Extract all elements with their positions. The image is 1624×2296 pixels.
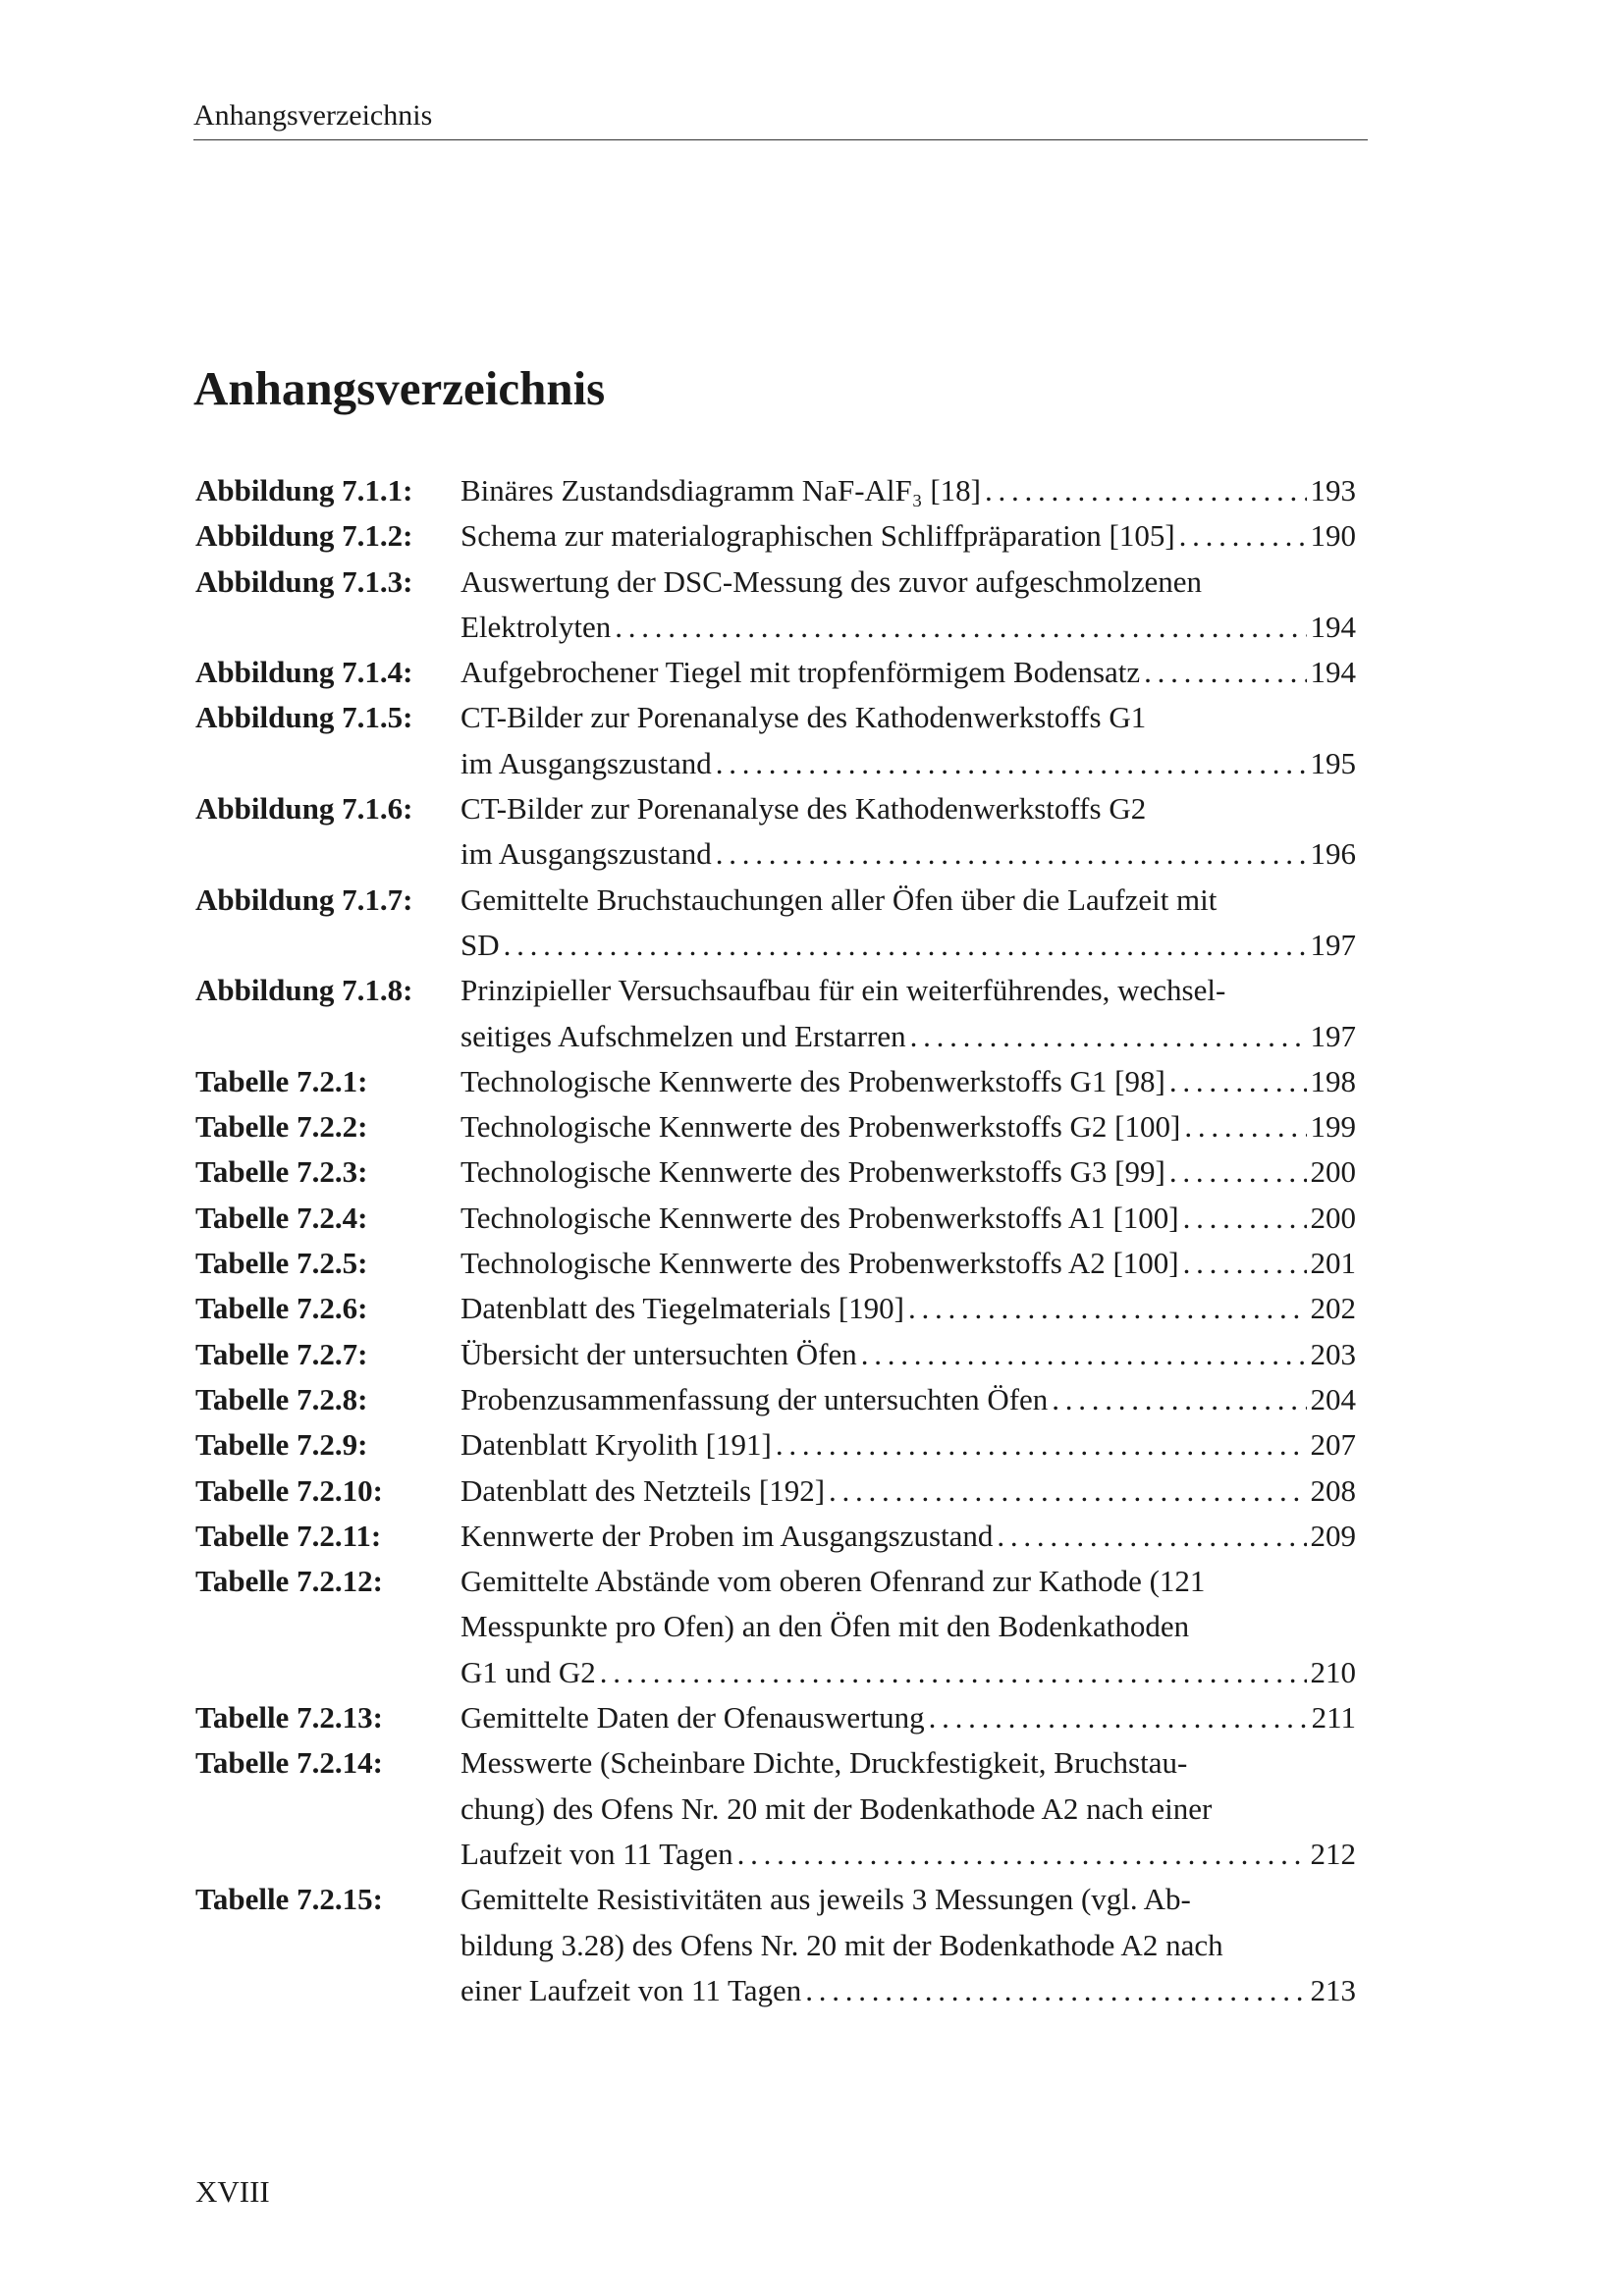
entry-title [460, 1422, 1356, 1468]
entry-title [460, 468, 1356, 513]
entry-title [460, 1286, 1356, 1331]
list-item[interactable] [195, 560, 1356, 651]
entry-page-number: 197 [1310, 1018, 1356, 1053]
entry-page-number: 196 [1310, 836, 1356, 872]
entry-page-number: 212 [1310, 1836, 1356, 1871]
entry-title-last-line [460, 1332, 1356, 1377]
dot-leader [908, 1286, 1307, 1331]
entry-title [460, 1695, 1356, 1740]
entry-title-last-line [460, 605, 1356, 650]
entry-label: Tabelle 7.2.1: [195, 1063, 368, 1098]
entry-title-last-line [460, 1832, 1356, 1877]
entry-title-last-line [460, 513, 1356, 559]
entry-title [460, 1241, 1356, 1286]
entry-title-last-line [460, 923, 1356, 968]
entry-label: Tabelle 7.2.13: [195, 1700, 383, 1735]
entry-page-number: 204 [1310, 1381, 1356, 1416]
list-item[interactable] [195, 1740, 1356, 1877]
list-item[interactable] [195, 1196, 1356, 1241]
list-item[interactable] [195, 1422, 1356, 1468]
entry-label: Tabelle 7.2.6: [195, 1291, 368, 1326]
entry-page-number: 195 [1310, 745, 1356, 780]
dot-leader [829, 1468, 1306, 1514]
dot-leader [776, 1422, 1307, 1468]
entry-title-line: Datenblatt Kryolith [191] [460, 1427, 772, 1463]
list-item[interactable] [195, 1468, 1356, 1514]
entry-title-line: CT-Bilder zur Porenanalyse des Kathodenwerkstoffs G1 [460, 700, 1147, 735]
entry-page-number: 200 [1310, 1200, 1356, 1235]
entry-title-line: Technologische Kennwerte des Probenwerkstoffs G3 [99] [460, 1154, 1165, 1190]
entry-title [460, 1332, 1356, 1377]
entry-page-number: 202 [1310, 1291, 1356, 1326]
entry-label: Tabelle 7.2.7: [195, 1336, 368, 1371]
appendix-list [195, 468, 1356, 2013]
entry-title-last-line [460, 1695, 1356, 1740]
entry-label: Tabelle 7.2.15: [195, 1882, 383, 1917]
entry-page-number: 198 [1310, 1063, 1356, 1098]
dot-leader [1169, 1059, 1307, 1104]
dot-leader [997, 1514, 1306, 1559]
entry-title [460, 786, 1356, 878]
entry-title-line: einer Laufzeit von 11 Tagen [460, 1972, 802, 2007]
entry-label: Abbildung 7.1.6: [195, 791, 413, 827]
entry-title-last-line [460, 1468, 1356, 1514]
entry-page-number: 194 [1310, 655, 1356, 690]
entry-page-number: 201 [1310, 1246, 1356, 1281]
dot-leader [504, 923, 1307, 968]
list-item[interactable] [195, 1877, 1356, 2013]
entry-label: Abbildung 7.1.7: [195, 881, 413, 917]
entry-title-last-line [460, 1104, 1356, 1149]
entry-title-line: chung) des Ofens Nr. 20 mit der Bodenkathode A2 nach einer [460, 1790, 1213, 1826]
entry-title-line: bildung 3.28) des Ofens Nr. 20 mit der Bodenkathode A2 nach [460, 1927, 1223, 1962]
dot-leader [1184, 1104, 1306, 1149]
entry-title [460, 1514, 1356, 1559]
dot-leader [1183, 1196, 1307, 1241]
list-item[interactable] [195, 878, 1356, 969]
list-item[interactable] [195, 1149, 1356, 1195]
entry-title-line: im Ausgangszustand [460, 836, 712, 872]
dot-leader [985, 468, 1307, 513]
entry-title [460, 1559, 1356, 1695]
entry-label: Tabelle 7.2.2: [195, 1109, 368, 1145]
entry-page-number: 209 [1310, 1518, 1356, 1553]
entry-title [460, 1059, 1356, 1104]
dot-leader [600, 1650, 1307, 1695]
entry-label: Tabelle 7.2.12: [195, 1564, 383, 1599]
entry-title-line: im Ausgangszustand [460, 745, 712, 780]
list-item[interactable] [195, 1377, 1356, 1422]
entry-label: Abbildung 7.1.4: [195, 655, 413, 690]
dot-leader [716, 831, 1307, 877]
entry-title-last-line [460, 468, 1356, 513]
list-item[interactable] [195, 1695, 1356, 1740]
dot-leader [716, 741, 1307, 786]
entry-page-number: 213 [1310, 1972, 1356, 2007]
entry-page-number: 203 [1310, 1336, 1356, 1371]
entry-label: Tabelle 7.2.11: [195, 1518, 382, 1553]
entry-title-line: Gemittelte Daten der Ofenauswertung [460, 1700, 925, 1735]
entry-title [460, 1377, 1356, 1422]
entry-title-line: Kennwerte der Proben im Ausgangszustand [460, 1518, 994, 1553]
list-item[interactable] [195, 468, 1356, 513]
entry-label: Tabelle 7.2.14: [195, 1745, 383, 1781]
list-item[interactable] [195, 786, 1356, 878]
list-item[interactable] [195, 1104, 1356, 1149]
entry-title-last-line [460, 1241, 1356, 1286]
entry-title-last-line [460, 831, 1356, 877]
entry-title-last-line [460, 1422, 1356, 1468]
entry-label: Tabelle 7.2.5: [195, 1246, 368, 1281]
entry-title-last-line [460, 1286, 1356, 1331]
entry-title-last-line [460, 1149, 1356, 1195]
entry-title-line: Binäres Zustandsdiagramm NaF-AlF₃ [18] [460, 473, 981, 507]
dot-leader [910, 1014, 1307, 1059]
entry-title-line: Gemittelte Resistivitäten aus jeweils 3 Messungen (vgl. Ab- [460, 1882, 1191, 1917]
entry-title-last-line [460, 1968, 1356, 2013]
list-item[interactable] [195, 1241, 1356, 1286]
entry-label: Tabelle 7.2.4: [195, 1200, 368, 1235]
dot-leader [1179, 513, 1307, 559]
entry-title-line: Prinzipieller Versuchsaufbau für ein weiterführendes, wechsel- [460, 973, 1226, 1008]
entry-title [460, 513, 1356, 559]
entry-title-line: Datenblatt des Netzteils [192] [460, 1472, 826, 1508]
dot-leader [1183, 1241, 1307, 1286]
entry-page-number: 210 [1310, 1654, 1356, 1689]
entry-title [460, 1149, 1356, 1195]
entry-title-line: Laufzeit von 11 Tagen [460, 1836, 733, 1871]
entry-title [460, 878, 1356, 969]
entry-label: Abbildung 7.1.1: [195, 473, 413, 507]
entry-title-line: seitiges Aufschmelzen und Erstarren [460, 1018, 906, 1053]
entry-page-number: 200 [1310, 1154, 1356, 1190]
entry-label: Tabelle 7.2.10: [195, 1472, 383, 1508]
entry-title [460, 1104, 1356, 1149]
list-item[interactable] [195, 695, 1356, 786]
entry-title-last-line [460, 650, 1356, 695]
list-item[interactable] [195, 650, 1356, 695]
entry-label: Tabelle 7.2.3: [195, 1154, 368, 1190]
dot-leader [1169, 1149, 1307, 1195]
entry-page-number: 194 [1310, 609, 1356, 644]
dot-leader [1052, 1377, 1306, 1422]
entry-page-number: 199 [1310, 1109, 1356, 1145]
entry-title-line: CT-Bilder zur Porenanalyse des Kathodenwerkstoffs G2 [460, 791, 1147, 827]
entry-page-number: 208 [1310, 1472, 1356, 1508]
entry-label: Abbildung 7.1.3: [195, 563, 413, 599]
entry-title-last-line [460, 1514, 1356, 1559]
entry-title-line: Messwerte (Scheinbare Dichte, Druckfestigkeit, Bruchstau- [460, 1745, 1188, 1781]
dot-leader [861, 1332, 1307, 1377]
entry-page-number: 211 [1311, 1700, 1356, 1735]
entry-title [460, 695, 1356, 786]
list-item[interactable] [195, 1514, 1356, 1559]
entry-title [460, 650, 1356, 695]
entry-title [460, 1740, 1356, 1877]
entry-title-line: Probenzusammenfassung der untersuchten Öfen [460, 1381, 1049, 1416]
page-title: Anhangsverzeichnis [193, 361, 606, 415]
dot-leader [1144, 650, 1306, 695]
entry-title-line: Auswertung der DSC-Messung des zuvor aufgeschmolzenen [460, 563, 1203, 599]
entry-title-line: Messpunkte pro Ofen) an den Öfen mit den Bodenkathoden [460, 1609, 1190, 1644]
entry-title-line: SD [460, 927, 500, 962]
entry-title-line: Übersicht der untersuchten Öfen [460, 1336, 857, 1371]
entry-label: Tabelle 7.2.8: [195, 1381, 368, 1416]
entry-title-line: G1 und G2 [460, 1654, 596, 1689]
entry-page-number: 193 [1310, 473, 1356, 507]
entry-title-line: Technologische Kennwerte des Probenwerkstoffs G2 [100] [460, 1109, 1181, 1145]
entry-title-last-line [460, 1377, 1356, 1422]
entry-title-line: Aufgebrochener Tiegel mit tropfenförmigem Bodensatz [460, 655, 1141, 690]
dot-leader [805, 1968, 1306, 2013]
entry-title [460, 1196, 1356, 1241]
dot-leader [615, 605, 1306, 650]
page-number: XVIII [195, 2174, 270, 2209]
list-item[interactable] [195, 1559, 1356, 1695]
entry-title-line: Elektrolyten [460, 609, 612, 644]
entry-page-number: 197 [1310, 927, 1356, 962]
entry-label: Tabelle 7.2.9: [195, 1427, 368, 1463]
list-item[interactable] [195, 1286, 1356, 1331]
entry-title [460, 1468, 1356, 1514]
running-header: Anhangsverzeichnis [193, 98, 1368, 140]
entry-title-last-line [460, 741, 1356, 786]
entry-title-last-line [460, 1196, 1356, 1241]
list-item[interactable] [195, 1332, 1356, 1377]
entry-title-line: Technologische Kennwerte des Probenwerkstoffs A1 [100] [460, 1200, 1179, 1235]
entry-label: Abbildung 7.1.8: [195, 973, 413, 1008]
entry-label: Abbildung 7.1.2: [195, 518, 413, 554]
entry-title-line: Technologische Kennwerte des Probenwerkstoffs A2 [100] [460, 1246, 1179, 1281]
entry-label: Abbildung 7.1.5: [195, 700, 413, 735]
entry-page-number: 207 [1310, 1427, 1356, 1463]
entry-title-last-line [460, 1650, 1356, 1695]
entry-title-last-line [460, 1014, 1356, 1059]
entry-title-line: Schema zur materialographischen Schliffpräparation [105] [460, 518, 1175, 554]
entry-title-last-line [460, 1059, 1356, 1104]
entry-title-line: Gemittelte Abstände vom oberen Ofenrand zur Kathode (121 [460, 1564, 1206, 1599]
entry-title [460, 560, 1356, 651]
dot-leader [929, 1695, 1308, 1740]
entry-page-number: 190 [1310, 518, 1356, 554]
list-item[interactable] [195, 968, 1356, 1059]
list-item[interactable] [195, 1059, 1356, 1104]
entry-title-line: Gemittelte Bruchstauchungen aller Öfen über die Laufzeit mit [460, 881, 1218, 917]
entry-title-line: Technologische Kennwerte des Probenwerkstoffs G1 [98] [460, 1063, 1165, 1098]
entry-title [460, 968, 1356, 1059]
entry-title-line: Datenblatt des Tiegelmaterials [190] [460, 1291, 904, 1326]
dot-leader [737, 1832, 1307, 1877]
list-item[interactable] [195, 513, 1356, 559]
entry-title [460, 1877, 1356, 2013]
